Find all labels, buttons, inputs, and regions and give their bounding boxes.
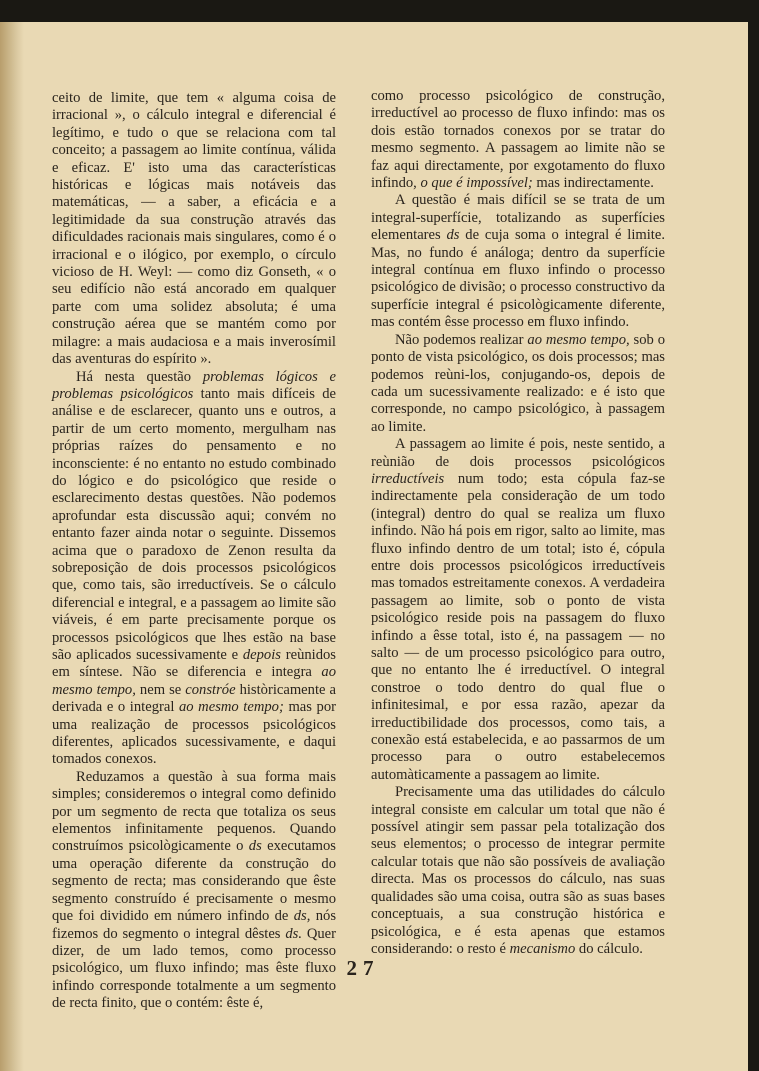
paragraph: A questão é mais difícil se se trata de um integral-superfície, totalizando as superfícies elementares ds de cuja soma o integral é limite. Mas, no fundo é análoga; dentro da superfície integral contínua em fluxo infindo o processo psicológico de divisão; o processo constructivo da superfície integral é psicològicamente diferente, mas contém êsse processo em fluxo infindo. — [371, 192, 665, 331]
paragraph: Reduzamos a questão à sua forma mais simples; consideremos o integral como definido por um segmento de recta que totaliza os seus elementos infinitamente pequenos. Quando construímos psicològicamente o ds executamos uma operação diferente da construção do segmento de recta; mas considerando que êste segmento construído é precisamente o mesmo que foi dividido em número infindo de ds, nós fizemos do segmento o integral dêstes ds. Quer dizer, de um lado temos, como processo psicológico, um fluxo infindo; mas êste fluxo infindo corresponde totalmente a um segmento de recta finito, que o contém: êste é, — [52, 768, 337, 1012]
paragraph: A passagem ao limite é pois, neste sentido, a reùnião de dois processos psicológicos irreductíveis num todo; esta cópula faz-se indirectamente pela consideração de um todo (integral) dentro do qual se realiza um fluxo infindo. Não há pois em rigor, salto ao limite, mas fluxo infindo dentro de um total; isto é, cópula entre dois processos psicológicos irreductíveis mas tomados estreitamente conexos. A verdadeira passagem ao limite, sob o ponto de vista psicológico reside pois na passagem do fluxo infindo a êsse total, isto é, na passagem — no salto — de um processo psicológico para outro, que no entanto lhe é irreductível. O integral constroe o todo dentro do qual flue o infinitesimal, e por essa razão, apezar da irreductibilidade dos processos, como tais, a conexão está estabelecida, e ao passarmos de um processo para o outro estabelecemos automàticamente a passagem ao limite. — [371, 436, 665, 783]
book-page — [0, 22, 748, 1071]
paragraph: Não podemos realizar ao mesmo tempo, sob o ponto de vista psicológico, os dois processos; mas podemos reùni-los, conjugando-os, depois de cada um sucessivamente realizado: e é isto que corresponde, no campo psicológico, à passagem ao limite. — [371, 331, 665, 435]
page-number: 27 — [346, 956, 380, 980]
left-column — [52, 90, 336, 1013]
paragraph: Há nesta questão problemas lógicos e problemas psicológicos tanto mais difíceis de análise e de esclarecer, quanto uns e outros, a partir de um certo momento, mergulham nas próprias raízes do pensamento e no inconsciente: é no entanto no estudo combinado do lógico e do psicológico que reside o esclarecimento destas questões. Não podemos aprofundar esta discussão aqui; convém no entanto fazer ainda notar o seguinte. Dissemos acima que o paradoxo de Zenon resulta da sobreposição de dois processos psicológicos que, como tais, são irreductíveis. Se o cálculo diferencial e integral, e a passagem ao limite são viáveis, é em parte precisamente porque os processos psicológicos que lhes estão na base são aplicados sucessivamente e depois reùnidos em síntese. Não se diferencia e integra ao mesmo tempo, nem se constróe històricamente a derivada e o integral ao mesmo tempo; mas por uma realização de processos psicológicos diferentes, aplicados sucessivamente, e daqui tomados conexos. — [52, 368, 337, 768]
paragraph: como processo psicológico de construção, irreductível ao processo de fluxo infindo: mas os dois estão tornados conexos por se tratar do mesmo segmento. A passagem ao limite não se faz aqui directamente, por exgotamento do fluxo infindo, o que é impossível; mas indirectamente. — [371, 88, 665, 192]
paragraph: Precisamente uma das utilidades do cálculo integral consiste em calcular um total que não é possível atingir sem passar pela totalização dos seus elementos; o processo de integrar permite calcular totais que não são possíveis de avaliação directa. Mas os processos do cálculo, nas suas qualidades são uma coisa, outra são as suas bases conceptuais, a sua construção histórica e psicológica, e é esta apenas que estamos considerando: o resto é mecanismo do cálculo. — [371, 784, 665, 957]
right-column — [371, 88, 665, 958]
paragraph: ceito de limite, que tem « alguma coisa de irracional », o cálculo integral e diferencial é legítimo, e tudo o que se relaciona com tal conceito; a passagem ao limite contínua, válida e eficaz. E' isto uma das características históricas e lógicas mais notáveis das matemáticas, — a saber, a eficácia e a legitimidade da sua construção através das dificuldades racionais mais singulares, como é o irracional e o ilógico, por exemplo, o círculo vicioso de H. Weyl: — como diz Gonseth, « o seu edifício não está ancorado em qualquer parte com uma solidez absoluta; é uma construção aérea que se mantém como por milagre: a mais audaciosa e a mais inverosímil das aventuras do espírito ». — [52, 90, 336, 368]
